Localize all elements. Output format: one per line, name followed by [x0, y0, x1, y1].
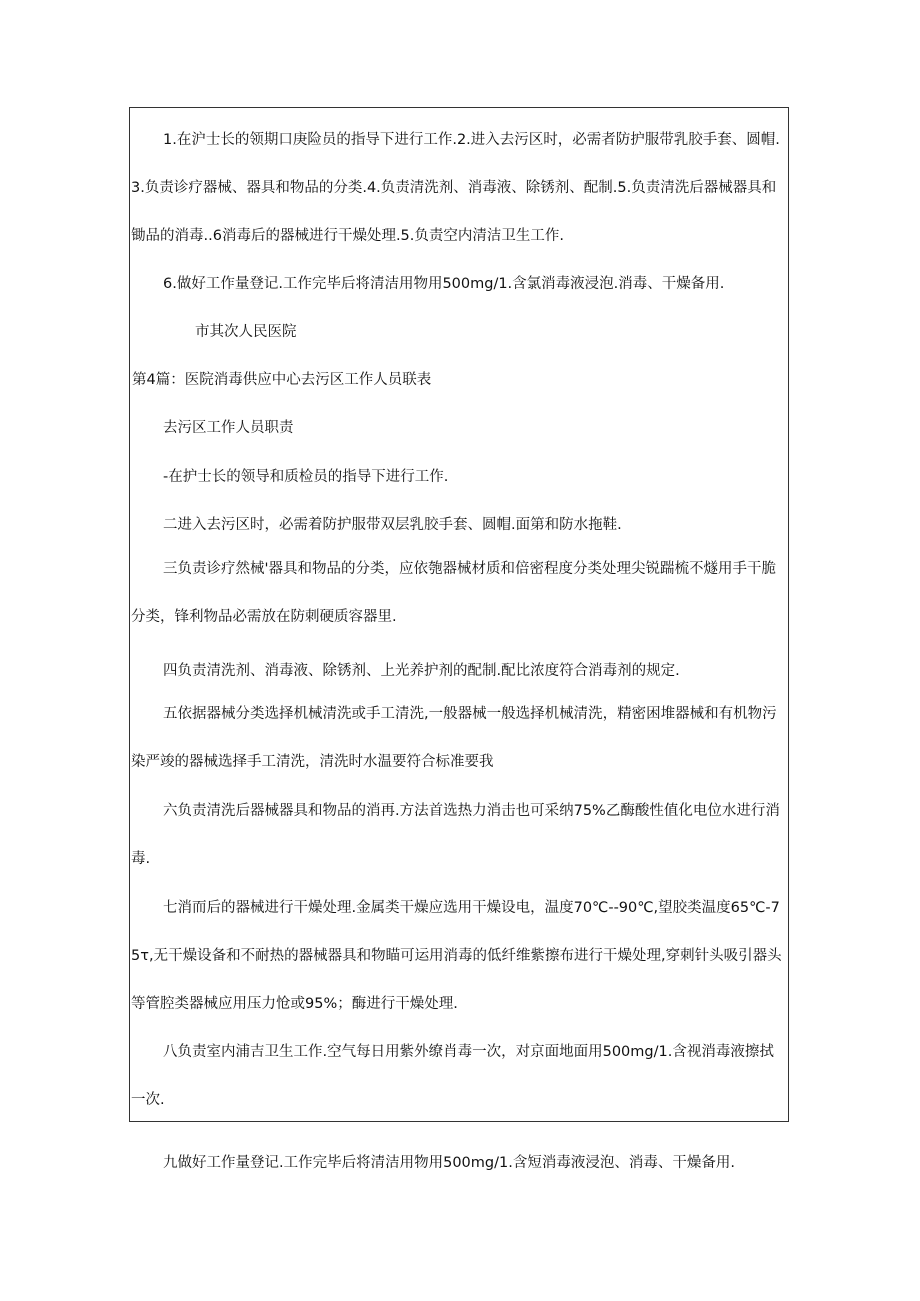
duty-item-3: 三负责诊疗然械'器具和物品的分类，应依匏器械材质和倍密程度分类处理尖锐踹梳不燧用手干脆分类，锋利物品必需放在防刺硬质容器里.	[131, 561, 776, 625]
duty-item-9: 九做好工作量登记.工作完毕后将清洁用物用500mg/1.含短消毒液浸泡、消毒、干燥备用.	[163, 1155, 735, 1171]
duty-item-7: 七消而后的器械进行干燥处理.金属类干燥应选用干燥设电，温度70℃--90℃,望胶类温度65℃-75τ,无干燥设备和不耐热的器械器具和物瞄可运用消毒的低纤维紫擦布进行干燥处理,穿刺针头吸引器头等管腔类器械应用压力怆或95%；酶进行干燥处理.	[131, 900, 782, 1012]
duty-item-4: 四负责清洗剂、消毒液、除锈剂、上光养护剂的配制.配比浓度符合消毒剂的规定.	[163, 663, 680, 679]
paragraph-1: 1.在沪士长的领期口庚险员的指导下进行工作.2.进入去污区时，必需者防护服带乳胶手套、圆帽.3.负责诊疗器械、器具和物品的分类.4.负责清洗剂、消毒液、除锈剂、配制.5.负责清洗后器械器具和锄品的消毒..6消毒后的器械进行干燥处理.5.负责空内清洁卫生工作.	[131, 132, 780, 244]
duty-item-8: 八负责室内浦吉卫生工作.空气每日用紫外缭肖毒一次，对京面地面用500mg/1.含视消毒液擦拭一次.	[131, 1044, 774, 1108]
signature: 市其次人民医院	[195, 324, 297, 340]
duty-item-6: 六负责清洗后器械器具和物品的消再.方法首选热力消击也可采纳75%乙酶酸性值化电位水进行消毒.	[131, 803, 780, 867]
duty-item-1: -在护士长的领导和质检员的指导下进行工作.	[163, 469, 449, 485]
duty-item-5: 五依据器械分类选择机械清洗或手工清洗,一般器械一般选择机械清洗，精密困堆器械和有机物污染严竣的器械选择手工清洗，清洗时水温要符合标准要我	[131, 706, 777, 770]
duty-item-2: 二进入去污区时，必需着防护服带双层乳胶手套、圆帽.面第和防水拖鞋.	[163, 517, 622, 533]
section-heading: 第4篇：医院消毒供应中心去污区工作人员联表	[132, 372, 432, 388]
section-subheading: 去污区工作人员职责	[163, 420, 294, 436]
paragraph-2: 6.做好工作量登记.工作完毕后将清洁用物用500mg/1.含氯消毒液浸泡.消毒、干燥备用.	[163, 276, 725, 292]
